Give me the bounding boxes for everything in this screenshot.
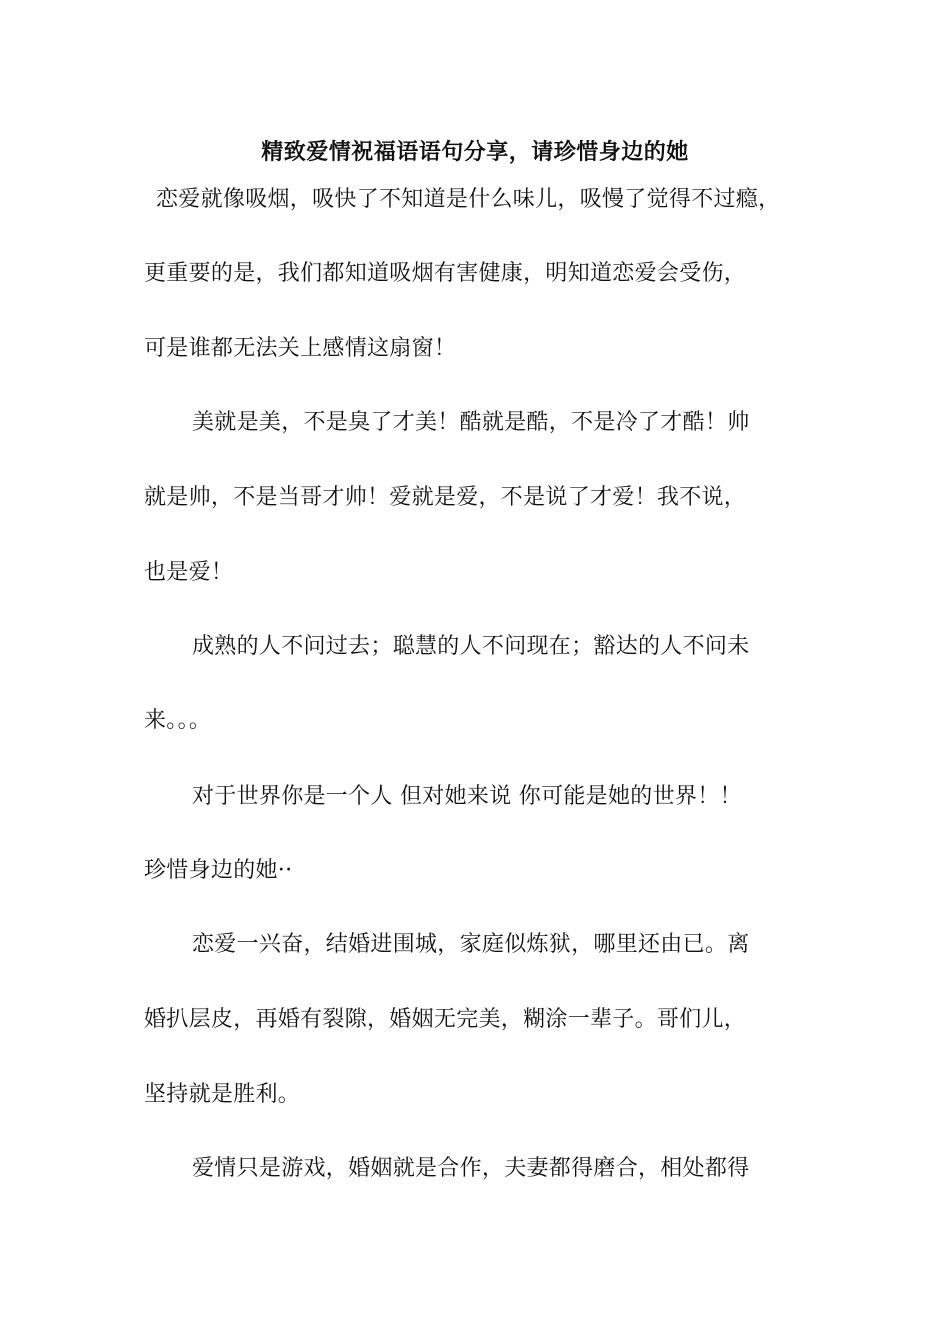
document-title: 精致爱情祝福语语句分享，请珍惜身边的她 <box>261 139 689 165</box>
paragraph-line: 恋爱就像吸烟，吸快了不知道是什么味儿，吸慢了觉得不过瘾， <box>156 187 781 212</box>
paragraph-line: 美就是美，不是臭了才美！酷就是酷，不是冷了才酷！帅 <box>192 410 750 435</box>
paragraph-line: 爱情只是游戏，婚姻就是合作，夫妻都得磨合，相处都得 <box>192 1156 750 1181</box>
paragraph-line: 可是谁都无法关上感情这扇窗！ <box>144 336 457 361</box>
paragraph-line: 成熟的人不问过去；聪慧的人不问现在；豁达的人不问未 <box>192 634 750 659</box>
paragraph-line: 恋爱一兴奋，结婚进围城，家庭似炼狱，哪里还由已。离 <box>192 932 750 957</box>
paragraph-line: 坚持就是胜利。 <box>144 1082 301 1107</box>
paragraph-line: 对于世界你是一个人 但对她来说 你可能是她的世界！！ <box>192 784 742 809</box>
paragraph-line: 来。。。 <box>144 708 212 733</box>
paragraph-line: 更重要的是，我们都知道吸烟有害健康，明知道恋爱会受伤， <box>144 261 747 286</box>
paragraph-line: 也是爱！ <box>144 560 234 585</box>
paragraph-line: 婚扒层皮，再婚有裂隙，婚姻无完美，糊涂一辈子。哥们儿， <box>144 1007 747 1032</box>
paragraph-line: 珍惜身边的她·· <box>144 858 293 883</box>
paragraph-line: 就是帅，不是当哥才帅！爱就是爱，不是说了才爱！我不说， <box>144 485 747 510</box>
